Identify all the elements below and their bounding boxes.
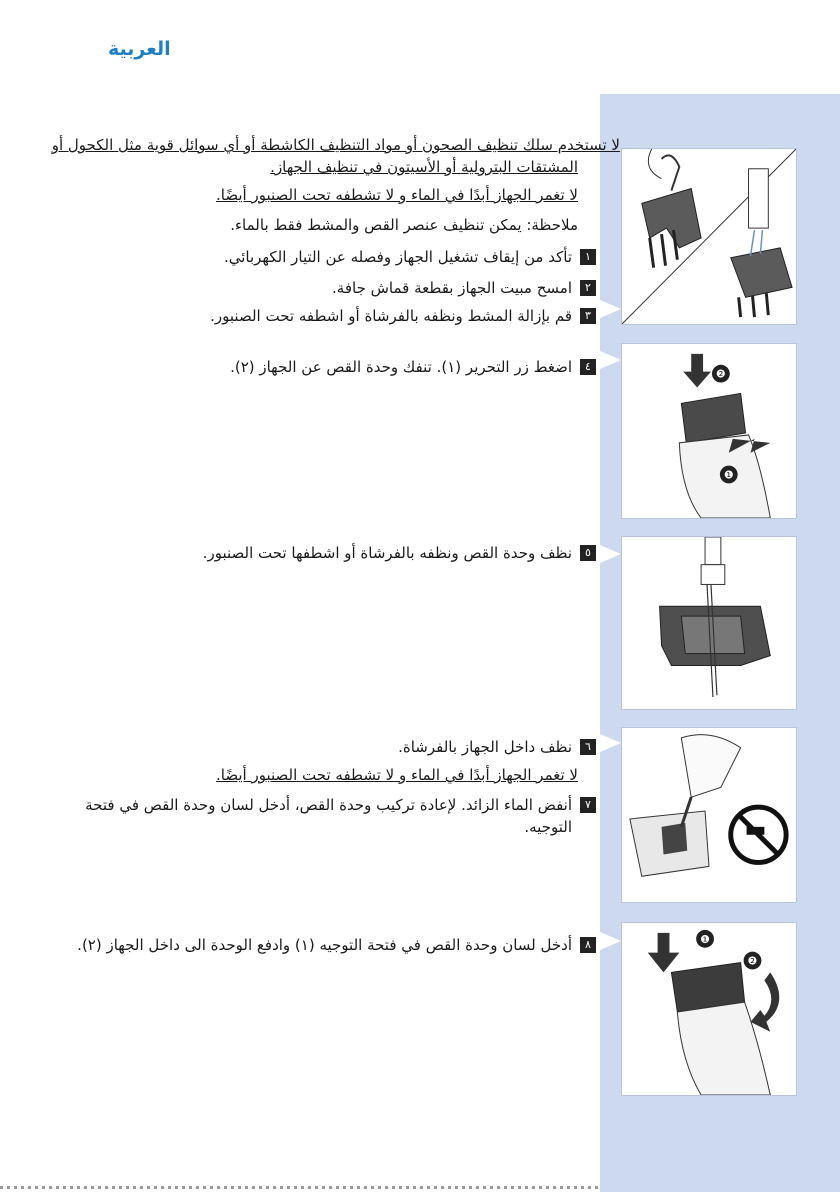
step-text: نظف وحدة القص ونظفه بالفرشاة أو اشطفها تحت الصنبور.: [202, 544, 572, 562]
note-text: ملاحظة: يمكن تنظيف عنصر القص والمشط فقط بالماء.: [230, 216, 578, 234]
callout-label: ❷: [715, 367, 726, 381]
callout-label: ❶: [723, 468, 734, 482]
step-text: اضغط زر التحرير (١). تنفك وحدة القص عن الجهاز (٢).: [230, 358, 572, 376]
step-text: نظف داخل الجهاز بالفرشاة.: [398, 738, 572, 756]
step-text: قم بإزالة المشط ونظفه بالفرشاة أو اشطفه تحت الصنبور.: [210, 307, 572, 325]
step6-warning: لا تغمر الجهاز أبدًا في الماء و لا تشطفه تحت الصنبور أيضًا.: [216, 766, 578, 784]
figure-release-button: [621, 343, 797, 519]
step-number: ١: [580, 249, 596, 265]
figure-pointer: [600, 734, 621, 752]
step-1: [224, 246, 596, 268]
warning-text-line2: المشتقات البترولية أو الأسيتون في تنظيف الجهاز.: [270, 158, 578, 176]
figure-inside-cleaning: [621, 727, 797, 903]
step-5: [203, 542, 596, 564]
warning-text-line1: لا تستخدم سلك تنظيف الصحون أو مواد التنظيف الكاشطة أو أي سوائل قوية مثل الكحول أو: [51, 136, 620, 154]
step-3: [210, 305, 596, 327]
no-immerse-warning: لا تغمر الجهاز أبدًا في الماء و لا تشطفه تحت الصنبور أيضًا.: [216, 186, 578, 204]
footer-print-strip: [0, 1186, 600, 1189]
figure-pointer: [600, 300, 621, 318]
step-text: أدخل لسان وحدة القص في فتحة التوجيه (١) وادفع الوحدة الى داخل الجهاز (٢).: [77, 936, 572, 954]
step-number: ٦: [580, 739, 596, 755]
language-title: العربية: [108, 38, 171, 60]
step-number: ٥: [580, 545, 596, 561]
step-number: ٧: [580, 797, 596, 813]
step-number: ٨: [580, 937, 596, 953]
step-8: [77, 934, 596, 956]
step-text: أنفض الماء الزائد. لإعادة تركيب وحدة القص، أدخل لسان وحدة القص في فتحة التوجيه.: [85, 796, 572, 836]
figure-cutting-unit-brush: [621, 536, 797, 710]
step-2: [332, 277, 596, 299]
step-number: ٤: [580, 359, 596, 375]
step-text: تأكد من إيقاف تشغيل الجهاز وفصله عن التيار الكهربائي.: [223, 248, 572, 266]
step-number: ٢: [580, 280, 596, 296]
figure-pointer: [600, 351, 621, 369]
step-6: [398, 736, 596, 758]
step-7: [72, 794, 596, 838]
step-4: [230, 356, 596, 378]
figure-pointer: [600, 545, 621, 563]
figure-comb-cleaning: [621, 148, 797, 325]
callout-label: ❶: [700, 932, 710, 946]
step-text: امسح مبيت الجهاز بقطعة قماش جافة.: [332, 279, 572, 297]
figure-pointer: [600, 932, 621, 950]
figure-reattach-cutting-unit: [621, 922, 797, 1096]
callout-label: ❷: [747, 954, 758, 968]
step-number: ٣: [580, 308, 596, 324]
